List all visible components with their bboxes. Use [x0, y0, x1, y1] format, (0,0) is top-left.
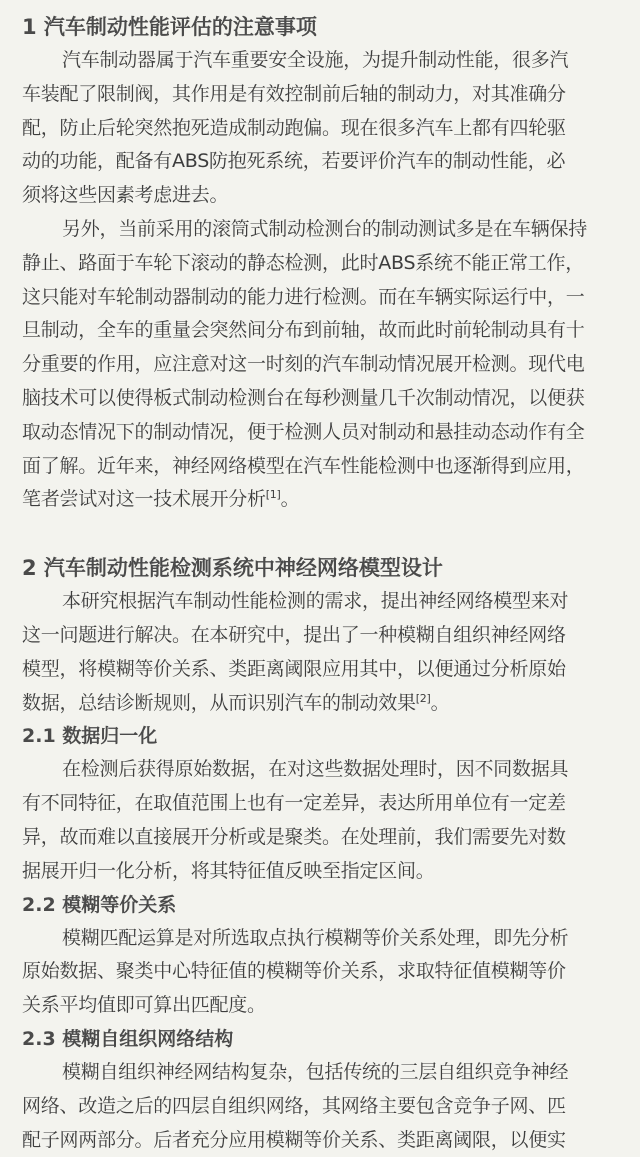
text-line: 配，防止后轮突然抱死造成制动跑偏。现在很多汽车上都有四轮驱: [22, 116, 566, 139]
text-line: 这只能对车轮制动器制动的能力进行检测。而在车辆实际运行中，一: [22, 285, 585, 308]
sentence-end: 。: [430, 691, 450, 714]
text-line: 模型，将模糊等价关系、类距离阈限应用其中，以便通过分析原始: [22, 657, 566, 680]
section-1-heading: 1 汽车制动性能评估的注意事项: [22, 15, 317, 39]
text-line: 笔者尝试对这一技术展开分析: [22, 488, 266, 511]
subsection-2-3-paragraph: [22, 1056, 620, 1157]
text-line: 模糊自组织神经网结构复杂，包括传统的三层自组织竞争神经: [62, 1060, 569, 1083]
text-line: 另外，当前采用的滚筒式制动检测台的制动测试多是在车辆保持: [62, 217, 588, 240]
text-line: 分重要的作用，应注意对这一时刻的汽车制动情况展开检测。现代电: [22, 353, 585, 376]
text-line: 网络、改造之后的四层自组织网络，其网络主要包含竞争子网、匹: [22, 1094, 566, 1117]
text-line: 数据，总结诊断规则，从而识别汽车的制动效果: [22, 691, 416, 714]
subsection-2-2-heading: 2.2 模糊等价关系: [22, 893, 177, 916]
subsection-2-2-paragraph: [22, 922, 620, 1023]
text-line: 关系平均值即可算出匹配度。: [22, 994, 266, 1017]
sentence-end: 。: [280, 488, 300, 511]
citation-ref: [2]: [415, 691, 431, 705]
section-1-paragraph-2: [22, 213, 620, 517]
text-line-with-citation: [22, 687, 620, 721]
text-line: 车装配了限制阀，其作用是有效控制前后轴的制动力，对其准确分: [22, 82, 566, 105]
text-line: 须将这些因素考虑进去。: [22, 184, 229, 207]
text-line: 原始数据、聚类中心特征值的模糊等价关系，求取特征值模糊等价: [22, 960, 566, 983]
section-2-paragraph-1: [22, 585, 620, 720]
subsection-2-3-heading: 2.3 模糊自组织网络结构: [22, 1027, 234, 1050]
subsection-2-1-heading: 2.1 数据归一化: [22, 725, 158, 748]
text-line: 静止、路面于车轮下滚动的静态检测，此时ABS系统不能正常工作，: [22, 251, 585, 274]
text-line: 这一问题进行解决。在本研究中，提出了一种模糊自组织神经网络: [22, 623, 566, 646]
text-line: 汽车制动器属于汽车重要安全设施，为提升制动性能，很多汽: [62, 49, 569, 71]
section-2-heading: 2 汽车制动性能检测系统中神经网络模型设计: [22, 556, 443, 581]
text-line: 面了解。近年来，神经网络模型在汽车性能检测中也逐渐得到应用，: [22, 454, 585, 477]
text-line: 据展开归一化分析，将其特征值反映至指定区间。: [22, 859, 435, 882]
text-line: 模糊匹配运算是对所选取点执行模糊等价关系处理，即先分析: [62, 926, 569, 949]
text-line: 脑技术可以使得板式制动检测台在每秒测量几千次制动情况，以便获: [22, 386, 585, 409]
citation-ref: [1]: [265, 488, 281, 502]
text-line-with-citation: [22, 483, 620, 517]
text-line: 本研究根据汽车制动性能检测的需求，提出神经网络模型来对: [62, 590, 569, 613]
subsection-2-1-paragraph: [22, 753, 620, 888]
section-1-paragraph-1: [22, 44, 620, 213]
section-spacer: [22, 517, 620, 551]
text-line: 配子网两部分。后者充分应用模糊等价关系、类距离阈限，以便实: [22, 1128, 566, 1151]
text-line: 异，故而难以直接展开分析或是聚类。在处理前，我们需要先对数: [22, 825, 566, 848]
text-line: 有不同特征，在取值范围上也有一定差异，表达所用单位有一定差: [22, 792, 566, 815]
text-line: 旦制动，全车的重量会突然间分布到前轴，故而此时前轮制动具有十: [22, 319, 585, 342]
text-line: 动的功能，配备有ABS防抱死系统，若要评价汽车的制动性能，必: [22, 150, 566, 173]
text-line: 取动态情况下的制动情况，便于检测人员对制动和悬挂动态动作有全: [22, 420, 585, 443]
text-line: 在检测后获得原始数据，在对这些数据处理时，因不同数据具: [62, 758, 569, 781]
